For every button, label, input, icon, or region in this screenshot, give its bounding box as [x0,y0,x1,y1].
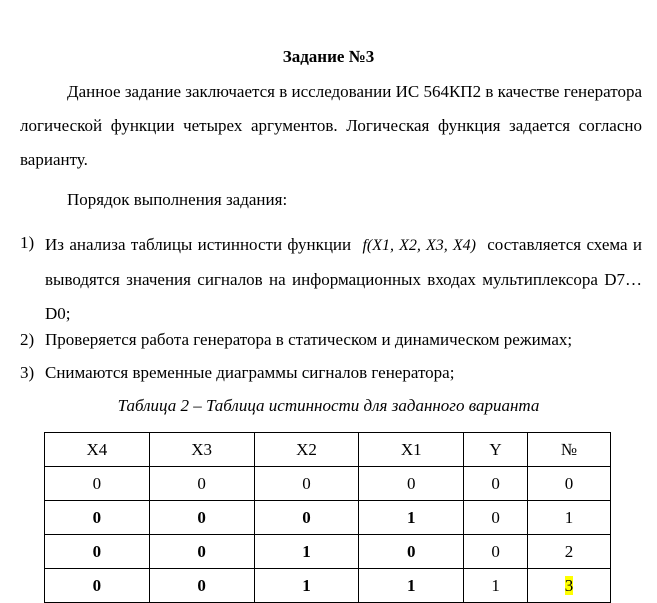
cell-x2: 0 [254,501,359,535]
step-1-text-after: составляется схема и выводятся значения сигналов на информационных входах мультиплексора D7…D0; [45,235,643,323]
cell-x4: 0 [45,535,150,569]
cell-number: 2 [528,535,611,569]
header-number: № [528,433,611,467]
cell-y: 0 [464,501,528,535]
step-1-text-before: Из анализа таблицы истинности функции [45,235,352,254]
cell-x4: 0 [45,467,150,501]
cell-x3: 0 [149,501,254,535]
step-1-text [45,228,642,331]
cell-x3: 0 [149,467,254,501]
header-x3: X3 [149,433,254,467]
table-header-row [45,433,611,467]
cell-x4: 0 [45,569,150,603]
cell-number [528,569,611,603]
cell-x1: 0 [359,535,464,569]
cell-x3: 0 [149,569,254,603]
cell-number: 0 [528,467,611,501]
table-row [45,535,611,569]
cell-x1: 0 [359,467,464,501]
cell-x1: 1 [359,569,464,603]
cell-x2: 1 [254,535,359,569]
truth-table [44,432,611,603]
step-3-number: 3) [20,363,35,382]
step-2-text: Проверяется работа генератора в статическом и динамическом режимах; [45,330,573,349]
highlighted-number: 3 [564,575,574,595]
cell-x4: 0 [45,501,150,535]
cell-x3: 0 [149,535,254,569]
table-row [45,467,611,501]
step-1-number: 1) [20,233,35,252]
table-row [45,569,611,603]
cell-x2: 0 [254,467,359,501]
cell-number: 1 [528,501,611,535]
header-x2: X2 [254,433,359,467]
step-2-number: 2) [20,330,35,349]
cell-y: 0 [464,467,528,501]
cell-y: 1 [464,569,528,603]
header-x4: X4 [45,433,150,467]
table-row [45,501,611,535]
cell-y: 0 [464,535,528,569]
cell-x1: 1 [359,501,464,535]
header-y: Y [464,433,528,467]
function-formula: f(X1, X2, X3, X4) [362,237,476,254]
task-title: Задание №3 [282,47,375,66]
cell-x2: 1 [254,569,359,603]
procedure-heading: Порядок выполнения задания: [67,190,288,209]
header-x1: X1 [359,433,464,467]
table-caption: Таблица 2 – Таблица истинности для заданного варианта [117,396,540,415]
intro-paragraph: Данное задание заключается в исследовании ИС 564КП2 в качестве генератора логической функции четырех аргументов. Логическая функция задается согласно варианту. [20,82,642,169]
step-3-text: Снимаются временные диаграммы сигналов генератора; [45,363,455,382]
